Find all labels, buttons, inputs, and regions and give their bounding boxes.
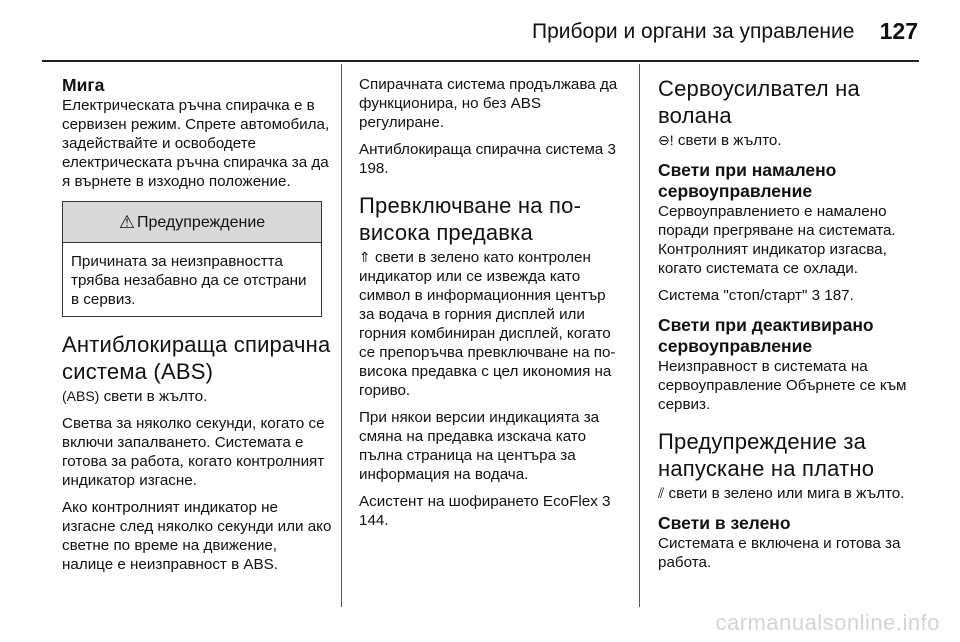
page-ref-arrow-icon: 3	[607, 141, 616, 158]
paragraph-text: Асистент на шофирането EcoFlex	[359, 493, 598, 510]
warning-box	[62, 201, 322, 317]
indicator-line	[658, 131, 926, 150]
paragraph: Електрическата ръчна спирачка е в сервизен режим. Спрете автомобила, задействайте и освободете електрическата ръчна спирачка за да я върнете в изходно положение.	[62, 97, 330, 190]
warning-triangle-icon: ⚠	[118, 211, 135, 232]
subheading: Свети при намалено сервоуправление	[658, 160, 837, 201]
indicator-line	[62, 387, 332, 406]
lane-departure-indicator-icon: ⫽	[658, 485, 665, 501]
paragraph: Системата е включена и готова за работа.	[658, 535, 901, 571]
paragraph: При някои версии индикацията за смяна на предавка изскача като пълна страница на центъра за информация на водача.	[359, 409, 600, 483]
page-ref-arrow-icon: 3	[811, 287, 821, 304]
column-right	[658, 75, 926, 580]
warning-label: Предупреждение	[136, 213, 266, 231]
section-heading-abs: Антиблокираща спирачна система (ABS)	[62, 332, 331, 384]
page-ref-arrow-icon: 3	[602, 493, 611, 510]
column-divider	[639, 64, 640, 607]
section-heading-shift: Превключване на по-висока предавка	[359, 193, 582, 245]
paragraph: Сервоуправлението е намалено поради прегряване на системата. Контролният индикатор изгасва, когато системата се охлади.	[658, 203, 896, 277]
paragraph-with-ref	[658, 286, 926, 305]
header-divider	[42, 60, 919, 62]
page-ref[interactable]: 187.	[824, 287, 854, 304]
paragraph: Светва за няколко секунди, когато се включи запалването. Системата е готова за работа, когато контролният индикатор изгасне.	[62, 415, 325, 489]
paragraph: Неизправност в системата на сервоуправление Обърнете се към сервиз.	[658, 358, 907, 413]
abs-indicator-icon: (ABS)	[62, 388, 100, 404]
indicator-text: свети в жълто.	[677, 132, 782, 149]
paragraph: Спирачната система продължава да функционира, но без ABS регулиране.	[359, 76, 618, 131]
page-ref[interactable]: 198.	[359, 160, 389, 177]
indicator-paragraph	[359, 248, 621, 400]
power-steering-indicator-icon: ⊖!	[658, 132, 674, 148]
paragraph-text: Система "стоп/старт"	[658, 287, 808, 304]
page-number: 127	[879, 18, 918, 44]
indicator-line	[658, 484, 926, 503]
watermark: carmanualsonline.info	[715, 610, 940, 635]
paragraph-text: Антиблокираща спирачна система	[359, 141, 604, 158]
column-divider	[341, 64, 342, 607]
page-ref[interactable]: 144.	[359, 512, 389, 529]
warning-header	[63, 202, 321, 243]
warning-text: Причината за неизправността трябва незабавно да се отстрани в сервиз.	[71, 253, 307, 308]
section-heading-steering: Сервоусилвател на волана	[658, 76, 860, 128]
paragraph-with-ref	[359, 492, 621, 530]
section-heading: Мига	[62, 75, 105, 95]
paragraph: Ако контролният индикатор не изгасне след няколко секунди или ако светне по време на движение, налице е неизправност в ABS.	[62, 499, 332, 573]
indicator-text: свети в зелено или мига в жълто.	[668, 485, 905, 502]
paragraph-with-ref	[359, 140, 621, 178]
subheading: Свети в зелено	[658, 513, 791, 533]
shift-up-indicator-icon: ⇑	[359, 249, 371, 265]
section-heading-lane: Предупреждение за напускане на платно	[658, 429, 875, 481]
subheading: Свети при деактивирано сервоуправление	[658, 315, 874, 356]
column-middle	[359, 75, 621, 538]
indicator-text: свети в жълто.	[103, 388, 208, 405]
column-left	[62, 75, 332, 582]
page-title: Прибори и органи за управление	[532, 20, 855, 43]
paragraph-text: свети в зелено като контролен индикатор или се извежда като символ в информационния център за водача в горния дисплей или горния комбиниран дисплей, когато се препоръчва превключване на по-висока предавка с цел икономия на гориво.	[359, 249, 616, 399]
